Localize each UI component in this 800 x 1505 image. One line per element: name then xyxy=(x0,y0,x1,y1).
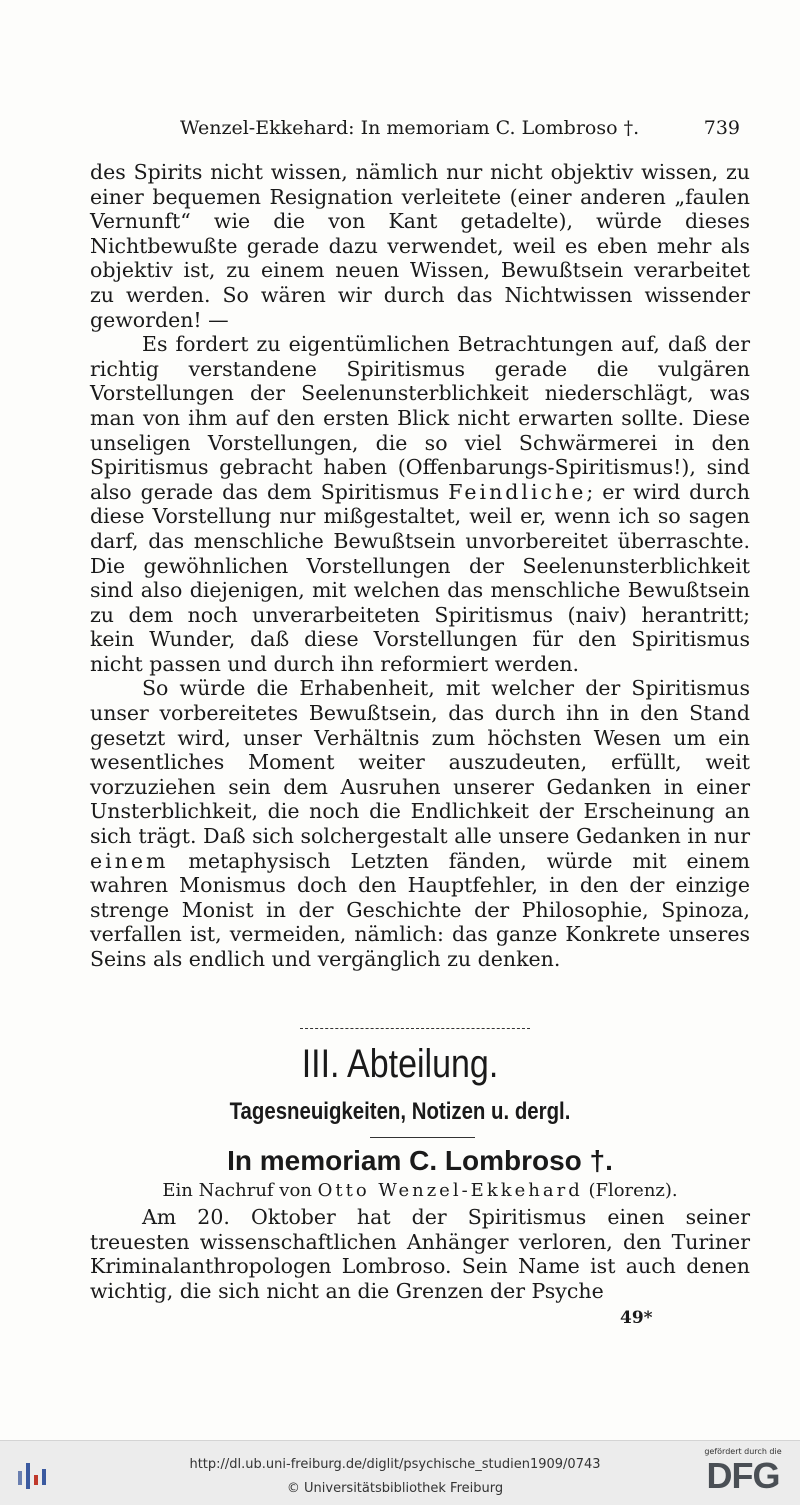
running-head xyxy=(180,117,740,139)
section-divider xyxy=(300,1028,530,1029)
emphasis-einem: einem xyxy=(90,848,169,873)
paragraph-3-part-a: So würde die Erhabenheit, mit welcher der Spiritismus unser vorbereitetes Bewußtsein, das durch ihn in den Stand gesetzt wird, unser Verhältnis zum höchsten Wesen um ein wesentliches Moment weiter auszudeuten, erfüllt, weit vorzuziehen sein dem Ausruhen unserer Gedanken in einer Unsterblichkeit, die noch die Endlichkeit der Erscheinung an sich trägt. Daß sich solchergestalt alle unsere Gedanken in nur xyxy=(90,676,750,849)
paragraph-3-part-b: metaphysisch Letzten fänden, würde mit einem wahren Monismus doch den Hauptfehler, in den der einzige strenge Monist in der Geschichte der Philosophie, Spinoza, verfallen ist, vermeiden, nämlich: das ganze Konkrete unseres Seins als endlich und vergänglich zu denken. xyxy=(90,848,750,971)
paragraph-2 xyxy=(90,332,750,676)
paragraph-1: des Spirits nicht wissen, nämlich nur nicht objektiv wissen, zu einer bequemen Resignation verleitete (einer anderen „faulen Vernunft“ wie die von Kant getadelte), würde dieses Nichtbewußte gerade dazu verwendet, weil es eben mehr als objektiv ist, zu einem neuen Wissen, Bewußtsein verarbeitet zu werden. So wären wir durch das Nichtwissen wissender geworden! — xyxy=(90,160,750,332)
subtitle-rule xyxy=(370,1137,475,1138)
document-url-link[interactable]: http://dl.ub.uni-freiburg.de/diglit/psychische_studien1909/0743 xyxy=(189,1457,601,1472)
copyright-notice: © Universitätsbibliothek Freiburg xyxy=(286,1481,504,1496)
byline-author: Otto Wenzel-Ekkehard xyxy=(317,1180,583,1201)
dfg-block xyxy=(698,1447,788,1496)
section-title: III. Abteilung. xyxy=(301,1042,499,1086)
signature-mark: 49* xyxy=(620,1308,653,1328)
dfg-logo: DFG xyxy=(706,1455,780,1496)
main-text xyxy=(90,160,750,972)
article-body xyxy=(90,1205,750,1303)
paragraph-2-part-a: Es fordert zu eigentümlichen Betrachtungen auf, daß der richtig verstandene Spiritismus gerade die vulgären Vorstellungen der Seelenunsterblichkeit niederschlägt, was man von ihm auf den ersten Blick nicht erwarten sollte. Diese unseligen Vorstellungen, die so viel Schwärmerei in den Spiritismus gebracht haben (Offenbarungs-Spiritismus!), sind also gerade das dem Spiritismus xyxy=(90,332,750,504)
byline-prefix: Ein Nachruf von xyxy=(162,1180,318,1201)
paragraph-2-part-b: ; er wird durch diese Vorstellung nur mißgestaltet, weil er, wenn ich so sagen darf, das menschliche Bewußtsein unvorbereitet überraschte. Die gewöhnlichen Vorstellungen der Seelenunsterblichkeit sind also diejenigen, mit welchen das menschliche Bewußtsein zu dem noch unverarbeiteten Spiritismus (naiv) herantritt; kein Wunder, daß diese Vorstellungen für den Spiritismus nicht passen und durch ihn reformiert werden. xyxy=(90,479,750,676)
byline-suffix: (Florenz). xyxy=(582,1180,678,1201)
page-number: 739 xyxy=(703,117,740,139)
section-subtitle: Tagesneuigkeiten, Notizen u. dergl. xyxy=(229,1098,571,1125)
running-title: Wenzel-Ekkehard: In memoriam C. Lombroso †. xyxy=(180,117,640,139)
viewer-footer xyxy=(0,1440,800,1505)
article-paragraph: Am 20. Oktober hat der Spiritismus einen seiner treuesten wissenschaftlichen Anhänger verloren, den Turiner Kriminalanthropologen Lombroso. Sein Name ist auch denen wichtig, die sich nicht an die Grenzen der Psyche xyxy=(90,1205,750,1303)
paragraph-3 xyxy=(90,676,750,971)
emphasis-feindliche: Feindliche xyxy=(448,479,587,504)
article-byline xyxy=(0,1180,800,1201)
dfg-caption: gefördert durch die xyxy=(704,1447,782,1456)
article-title: In memoriam C. Lombroso †. xyxy=(227,1145,613,1176)
